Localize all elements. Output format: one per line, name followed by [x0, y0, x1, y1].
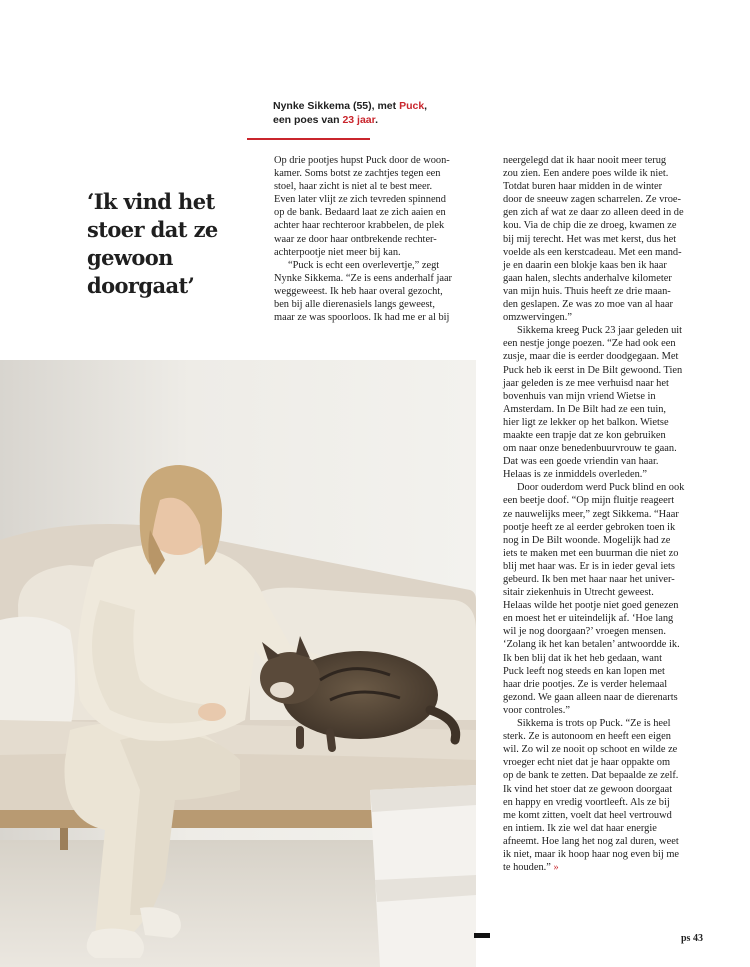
article-line: van mijn huis. Thuis heeft ze drie maan-: [503, 285, 671, 297]
pull-quote-line: ‘Ik vind het: [87, 189, 215, 214]
article-line: achter haar rechteroor krabbelen, de plek: [274, 220, 445, 232]
article-line: op de bank. Bedaard laat ze zich aaien en: [274, 207, 446, 219]
continue-arrow-icon: »: [553, 862, 559, 874]
article-line: ben bij alle dierenasiels langs geweest,: [274, 299, 435, 311]
article-line: den geslapen. Ze was zo moe van al haar: [503, 299, 673, 311]
article-line: Ik vind het stoer dat ze gewoon doorgaat: [503, 783, 673, 795]
article-line: ik niet, maar ik hoop haar nog even bij me: [503, 848, 680, 860]
article-line: bovenhuis van mijn vriend Wietse in: [503, 390, 656, 402]
article-line: Puck leeft nog steeds en kan lopen met: [503, 665, 665, 677]
article-line: stoel, haar zicht is niet al te best meer.: [274, 181, 433, 193]
photo-illustration: [0, 360, 476, 967]
article-line: Op drie pootjes hupst Puck door de woon-: [274, 155, 450, 166]
article-line: nog in De Bilt woonde. Mogelijk had ze: [503, 534, 671, 546]
article-column-middle: [274, 154, 489, 324]
article-line: voor controles.”: [503, 704, 570, 716]
article-line: blij met haar was. Er is in ieder geval iets: [503, 560, 675, 572]
article-line: gebeurd. Ik ben met haar naar het univer-: [503, 574, 675, 585]
article-line: Sikkema kreeg Puck 23 jaar geleden uit: [517, 325, 683, 337]
article-line: pootje heeft ze al eerder gebroken toen ik: [503, 521, 676, 533]
article-line: waar ze door haar ontbrekende rechter-: [274, 233, 437, 245]
article-line: ze nauwelijks meer,” zegt Sikkema. “Haar: [503, 508, 679, 520]
article-line: achterpootje niet meer bij kan.: [274, 246, 401, 258]
article-line: Totdat buren haar midden in de winter: [503, 181, 663, 193]
page-marker: [474, 933, 490, 938]
photo-woman-with-cat: [0, 360, 476, 967]
article-line: Dat was een goede vriendin van haar.: [503, 456, 659, 468]
article-line: gen zich af wat ze daar zo alleen deed in de: [503, 207, 684, 219]
article-line: “Puck is echt een overlevertje,” zegt: [288, 259, 440, 271]
article-column-right: [503, 154, 718, 874]
article-line: zusje, maar die is eerder doodgegaan. Met: [503, 351, 679, 363]
article-line: neergelegd dat ik haar nooit meer terug: [503, 155, 667, 166]
article-line: Nynke Sikkema. “Ze is eens anderhalf jaar: [274, 272, 453, 284]
article-line: Helaas wilde het pootje niet goed genezen: [503, 600, 679, 612]
article-line: Door ouderdom werd Puck blind en ook: [517, 482, 685, 494]
article-line: maar ze was spoorloos. Ik had me er al bij: [274, 312, 450, 324]
article-line: en happy en vredig voortleeft. Als ze bij: [503, 796, 670, 808]
pull-quote-line: stoer dat ze: [87, 217, 218, 242]
article-line: zou zien. Een andere poes wilde ik niet.: [503, 168, 669, 180]
article-line: omzwervingen.”: [503, 312, 572, 324]
pull-quote-line: gewoon: [87, 245, 173, 270]
article-line: weggeweest. Ik heb haar overal gezocht,: [274, 285, 443, 297]
article-line: haar drie pootjes. Ze is verder helemaal: [503, 678, 668, 690]
article-line: hier ligt ze lekker op het balkon. Wietse: [503, 416, 669, 428]
article-line: sterk. Ze is autonoom en heeft een eigen: [503, 731, 671, 743]
byline-pet-name: Puck: [399, 100, 425, 112]
article-line: een nestje jonge poezen. “Ze had ook een: [503, 338, 676, 350]
article-line: en moest het er uiteindelijk af. ‘Hoe lang: [503, 613, 674, 625]
pull-quote-line: doorgaat’: [87, 273, 195, 298]
article-line: om naar onze benedenbuurvrouw te gaan.: [503, 443, 677, 455]
article-line: gezond. We gaan alleen naar de dierenarts: [503, 691, 678, 703]
byline-line2-suffix: .: [375, 114, 379, 126]
page-number: ps 43: [681, 933, 703, 944]
article-line: een beetje doof. “Op mijn fluitje reageert: [503, 495, 675, 507]
article-line: Even later vlijt ze zich tevreden spinnend: [274, 194, 446, 206]
article-line: jaar geleden is ze mee verhuisd naar het: [503, 377, 669, 389]
article-line: Amsterdam. In De Bilt had ze een tuin,: [503, 403, 667, 415]
article-line: voelde als een kerstcadeau. Met een mand-: [503, 246, 682, 258]
article-line: afneemt. Hoe lang het nog zal duren, weet: [503, 835, 679, 847]
article-line: te houden.” »: [503, 862, 559, 874]
article-line: me komt zitten, voelt dat heel vertrouwd: [503, 809, 672, 821]
article-line: wil je nog doorgaan?’ vroegen mensen.: [503, 626, 666, 638]
article-line: Ik ben blij dat ik het heb gedaan, want: [503, 652, 662, 664]
article-line: Sikkema is trots op Puck. “Ze is heel: [517, 718, 671, 730]
article-line: bij mij terecht. Het was met kerst, dus het: [503, 233, 677, 245]
article-line: ‘Zolang ik het kan betalen’ antwoordde ik.: [503, 639, 680, 651]
article-line: je en daarin een blokje kaas ben ik haar: [503, 259, 667, 271]
article-line: Helaas is ze inmiddels overleden.”: [503, 469, 647, 481]
byline: Nynke Sikkema (55), met Puck, een poes van 23 jaar.: [273, 100, 428, 126]
byline-line2-prefix: een poes van: [273, 114, 343, 126]
article-line: vroeger echt niet dat je haar oppakte om: [503, 757, 671, 769]
article-line: sitair ziekenhuis in Utrecht geweest.: [503, 587, 654, 599]
article-line: kamer. Soms botst ze zachtjes tegen een: [274, 168, 441, 180]
article-line: en intiem. Ik zie wel dat haar energie: [503, 822, 657, 834]
article-line: Puck heb ik eerst in De Bilt gewoond. Tien: [503, 364, 683, 376]
article-line: iets te maken met een buurman die niet zo: [503, 547, 679, 559]
article-line: door de sneeuw zagen scharrelen. Ze vroe-: [503, 194, 681, 206]
article-line: maakte een trapje dat ze kon gebruiken: [503, 429, 666, 441]
article-line: kou. Via de chip die ze droeg, kwamen ze: [503, 220, 677, 232]
accent-rule: [247, 138, 370, 140]
byline-name: Nynke Sikkema (55), met: [273, 100, 400, 112]
pull-quote: [87, 188, 247, 300]
byline-age: 23 jaar: [342, 114, 376, 126]
article-line: op de bank te zetten. Dat bepaalde ze zelf.: [503, 770, 679, 782]
article-line: gaan halen, slechts anderhalve kilometer: [503, 272, 672, 284]
article-line: wil. Zo wil ze nooit op schoot en wilde ze: [503, 744, 678, 756]
